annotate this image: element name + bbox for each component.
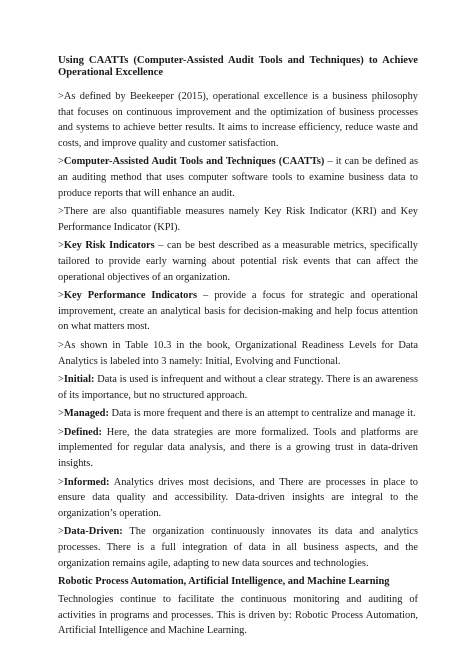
paragraph-text: As shown in Table 10.3 in the book, Organizational Readiness Levels for Data Analytics is labeled into 3 namely: Initial, Evolving and Functional. — [58, 339, 418, 367]
paragraph-prefix: > — [58, 374, 64, 386]
paragraph-term: Key Risk Indicators — [63, 240, 155, 252]
paragraph-text: Here, the data strategies are more formalized. Tools and platforms are implemented for regular data analysis, and there is a growing trust in data-driven insights. — [58, 426, 418, 470]
paragraph-term: Defined: — [63, 426, 102, 438]
paragraph-managed — [58, 406, 418, 422]
paragraph-prefix: > — [58, 290, 64, 302]
document-title: Using CAATTs (Computer-Assisted Audit Tools and Techniques) to Achieve Operational Excellence — [58, 55, 418, 78]
paragraph-text: There are also quantifiable measures namely Key Risk Indicator (KRI) and Key Performance Indicator (KPI). — [58, 206, 418, 233]
document-page — [58, 55, 418, 642]
paragraph-text: – provide a focus for strategic and operational improvement, create an analytical basis for decision-making and help focus attention on what matters most. — [58, 290, 418, 333]
paragraph-informed — [58, 475, 418, 522]
paragraph-term: Computer-Assisted Audit Tools and Techniques (CAATTs) — [63, 156, 325, 168]
section-heading-rpa-ai-ml: Robotic Process Automation, Artificial Intelligence, and Machine Learning — [58, 576, 390, 588]
paragraph-text: Data is more frequent and there is an attempt to centralize and manage it. — [108, 408, 416, 420]
paragraph-caatts — [58, 154, 418, 201]
paragraph-text: Analytics drives most decisions, and There are processes in place to ensure data quality and accessibility. Data-driven insights are integral to the organization’s operation. — [58, 476, 418, 519]
paragraph-prefix: > — [58, 426, 64, 438]
paragraph-term: Informed: — [63, 476, 110, 488]
paragraph-text: The organization continuously innovates its data and analytics processes. There is a full integration of data in all business aspects, and the organization remains agile, adapting to new data sources and technologies. — [58, 526, 418, 569]
paragraph-term: Managed: — [63, 408, 109, 420]
paragraph-key-performance-indicators — [58, 288, 418, 335]
paragraph-defined — [58, 425, 418, 472]
paragraph-data-driven — [58, 524, 418, 571]
paragraph-term: Data-Driven: — [63, 526, 123, 538]
paragraph-operational-excellence — [58, 89, 418, 151]
paragraph-readiness-levels — [58, 338, 418, 369]
paragraph-kri-kpi — [58, 204, 418, 235]
paragraph-prefix: > — [58, 206, 64, 218]
paragraph-technologies: Technologies continue to facilitate the continuous monitoring and auditing of activities in programs and processes. This is driven by: Robotic Process Automation, Artificial Intelligence and Machine Learning. — [58, 594, 418, 637]
paragraph-prefix: > — [58, 91, 64, 102]
paragraph-key-risk-indicators — [58, 238, 418, 285]
paragraph-text: Data is used is infrequent and without a clear strategy. There is an awareness of its importance, but no structured approach. — [58, 374, 418, 401]
paragraph-text: – it can be defined as an auditing method that uses computer software tools to examine business data to produce reports that will enhance an audit. — [58, 156, 418, 199]
paragraph-prefix: > — [58, 339, 64, 351]
paragraph-prefix: > — [58, 156, 64, 168]
paragraph-text: – can be best described as a measurable metrics, specifically tailored to provide early warning about potential risk events that can affect the operational objectives of an organization. — [58, 240, 418, 283]
paragraph-text: As defined by Beekeeper (2015), operational excellence is a business philosophy that focuses on continuous improvement and the optimization of business processes and systems to achieve better results. It aims to increase efficiency, reduce waste and costs, and improve quality and customer satisfaction. — [58, 91, 418, 149]
paragraph-prefix: > — [58, 476, 64, 488]
paragraph-prefix: > — [58, 240, 64, 252]
paragraph-term: Key Performance Indicators — [63, 290, 198, 302]
paragraph-term: Initial: — [63, 374, 95, 386]
paragraph-prefix: > — [58, 408, 64, 420]
paragraph-prefix: > — [58, 526, 64, 538]
paragraph-initial — [58, 372, 418, 403]
